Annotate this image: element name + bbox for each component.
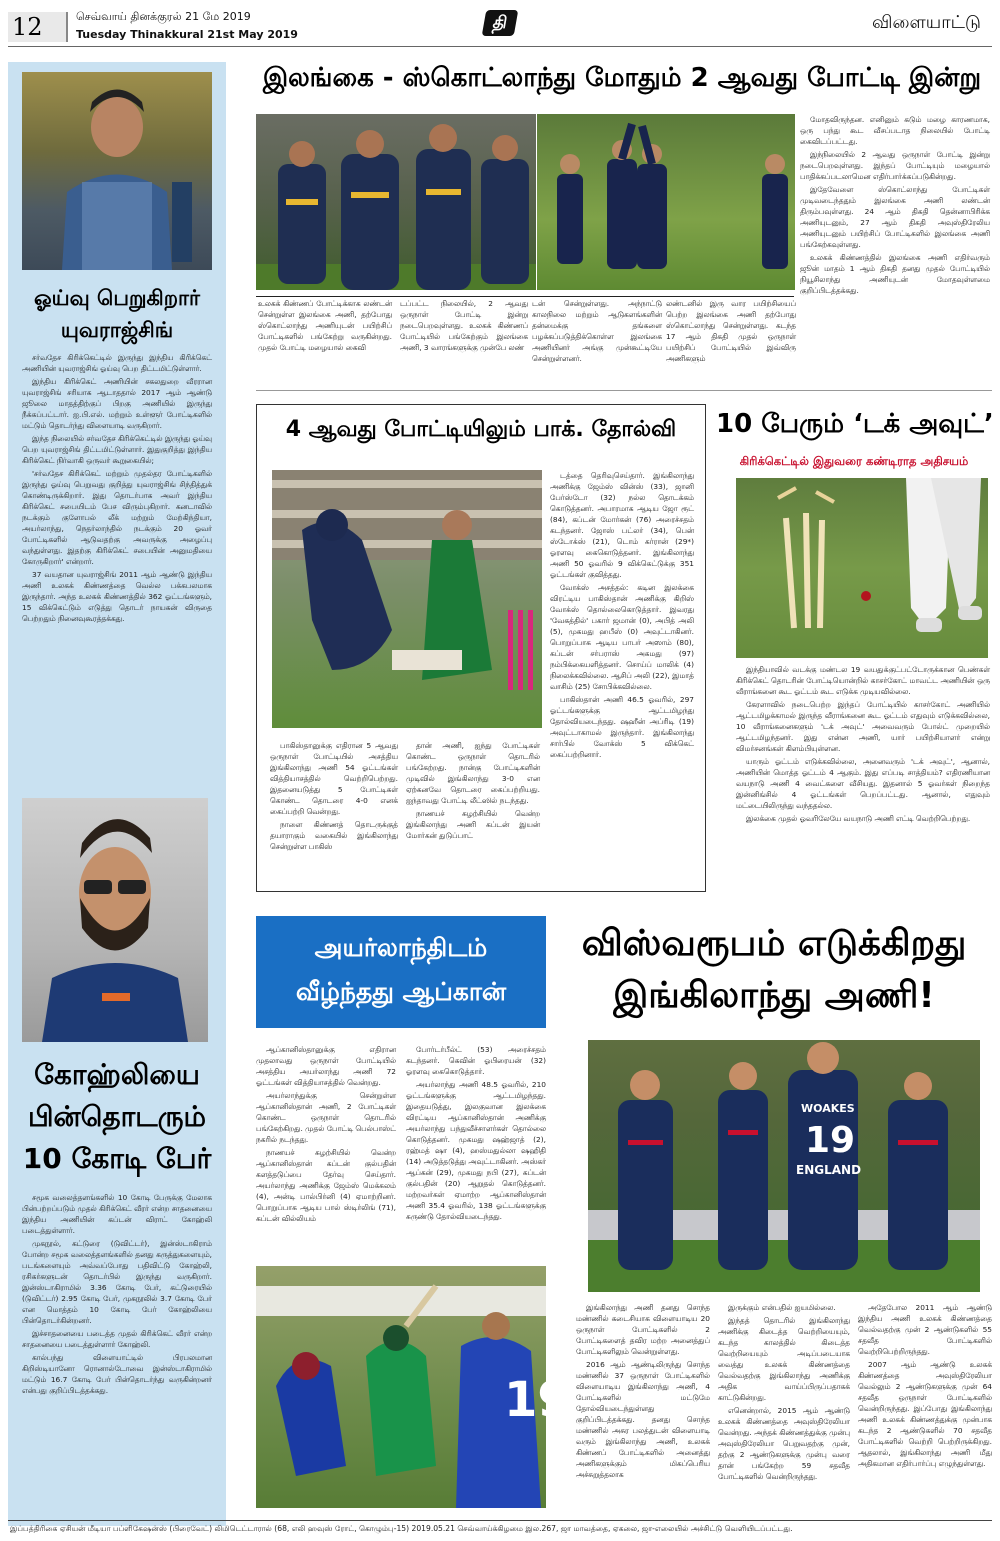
england-photo-celebrating xyxy=(588,1040,980,1292)
paragraph: இந்திய கிரிக்கெட் அணியின் சகலதுறை வீரரான யுவராஜ்சிங் சரியாக ஆடாததால் 2017 ஆம் ஆண்டு ஜூலை மாதத்திற்குப் பிறகு அணியில் இருந்து நீக்கப்பட்டார். ஐ.பி.எல். மற்றும் உள்ளூர் போட்டிகளில் மட்டும் தொடர்ந்து விளையாடி வருகிறார். xyxy=(22,377,212,430)
paragraph: டத்தை தெரிவுசெய்தார். இங்கிலாந்து அணிக்கு ஜேம்ஸ் வின்ஸ் (33), ஜானி பேர்ஸ்டோ (32) நல்ல தொடக்கம் கொடுத்தனர். அபாரமாக ஆடிய ஜோ ரூட் (84), கப்டன் மோர்கன் (76) அரைச்சதம் கடந்தனர். ஜோஸ் பட்லர் (34), பென் ஸ்டோக்ஸ் (21), டொம் கர்ரான் (29*) ஓரளவு கைகொடுத்தனர். இங்கிலாந்து அணி 50 ஓவரில் 9 விக்கெட்டுக்கு 351 ஓட்டங்கள் குவித்தது. xyxy=(550,471,694,579)
paragraph: இந்தத் தொடரில் இங்கிலாந்து அணிக்கு கிடைத்த வெற்றியையும், கடந்த காலத்தில் கிடைத்த வெற்றியையும் அடிப்படையாக வைத்து உலகக் கிண்ணத்தை வெல்வதற்கு இங்கிலாந்து அணிக்கு அதிக வாய்ப்பிருப்பதாகக் காட்டுகின்றது. xyxy=(718,1316,850,1402)
section-label: விளையாட்டு xyxy=(872,12,981,33)
paragraph: யாரும் ஓட்டம் எடுக்கவில்லை, அனைவரும் 'டக் அவுட்', ஆனால், அணியின் மொத்த ஓட்டம் 4 ஆகும். இது எப்படி சாத்தியம்? எதிரணியான வயநாடு அணி 4 வைட்களை வீசியது. இதனால் 5 ஓவர்கள் நிறைந்த இன்னிங்சில் 4 ஓட்டங்கள் பெறப்பட்டது. ஆனால், எதுவும் மட்டையிலிருந்து வந்ததல்ல. xyxy=(736,757,990,810)
paragraph: ஆப்கானிஸ்தானுக்கு எதிரான முதலாவது ஒருநாள் போட்டியில் அசத்திய அயர்லாந்து அணி 72 ஓட்டங்கள் வித்தியாசத்தில் வென்றது. xyxy=(256,1045,396,1087)
paragraph: வோக்ஸ் அசத்தல்: கடின இலக்கை விரட்டிய பாகிஸ்தான் அணிக்கு கிறிஸ் வோக்ஸ் தொல்லைகொடுத்தார். இவரது 'வேகத்தில்' பகார் ஜமான் (0), அபித் அலி (5), முகமது ஹபீஸ் (0) அவுட்டாகினர். பொறுப்பாக ஆடிய பாபர் அஸாம் (80), கப்டன் சர்பராஸ் அகமது (97) நம்பிக்கையளித்தனர். சொய்ப் மாலிக் (4) நிலைக்கவில்லை. ஆசிப் அலி (22), இமாத் வாசிம் (25) சோபிக்கவில்லை. xyxy=(550,583,694,691)
paragraph: இருக்கும் என்பதில் ஐயமில்லை. xyxy=(728,1303,836,1312)
lead-rule xyxy=(256,296,794,297)
pak-column-1 xyxy=(270,740,398,888)
yuvraj-photo xyxy=(22,72,212,270)
afg-photo-batting xyxy=(256,1266,571,1508)
paragraph: இச்சாதனையை படைத்த முதல் கிரிக்கெட் வீரர் என்ற சாதனையை படைத்துள்ளார் கோஹ்லி. xyxy=(22,1329,212,1349)
england-jersey-name: WOAKES xyxy=(801,1102,855,1115)
lead-column-5 xyxy=(800,114,990,386)
afg-column-1 xyxy=(256,1044,396,1254)
lead-column-4: லண்டனில் இரு வார பயிற்சியைப் பெற்ற இலங்கை அணி தற்போது ஸ்கொட்லாந்து சென்றுள்ளது. கடந்த 17 ஆம் திகதி முதல் ஒருநாள் பயிற்சிப் போட்டியில் இவ்விரு அணிகளும் xyxy=(666,299,796,363)
pak-headline: 4 ஆவது போட்டியிலும் பாக். தோல்வி xyxy=(285,417,677,442)
paragraph: இந்நிலையில் 2 ஆவது ஒருநாள் போட்டி இன்று நடைபெறவுள்ளது. இந்தப் போட்டியும் மழையால் பாதிக்கப்படலாமென எதிர்பார்க்கப்படுகின்றது. xyxy=(800,150,990,181)
paragraph: இதேவேளை ஸ்கொட்லாந்து போட்டிகள் முடிவடைந்ததும் இலங்கை அணி லண்டன் திரும்பவுள்ளது. 24 ஆம் திகதி தென்னாபிரிக்க அணியுடனும், 27 ஆம் திகதி அவுஸ்திரேலிய அணியுடனும் பயிற்சிப் போட்டிகளில் இலங்கை அணி பங்கேற்கவுள்ளது. xyxy=(800,185,990,249)
page-number: 12 xyxy=(12,13,43,41)
england-jersey-number: 19 xyxy=(805,1120,856,1161)
paragraph: 2016 ஆம் ஆண்டிலிருந்து சொந்த மண்ணில் 37 ஒருநாள் போட்டிகளில் விளையாடிய இங்கிலாந்து அணி, 4 போட்டிகளில் மட்டுமே தோல்வியடைந்துள்ளது குறிப்பிடத்தக்கது. தனது சொந்த மண்ணில் அசுர பலத்துடன் விளையாடி வரும் இங்கிலாந்து அணி, உலகக் கிண்ணப் போட்டிகளில் அனைத்து அணிகளுக்கும் மிகப்பெரிய அச்சுறுத்தலாக xyxy=(576,1360,710,1479)
england-headline: விஸ்வரூபம் எடுக்கிறது இங்கிலாந்து அணி! xyxy=(581,923,967,1016)
header-rule xyxy=(8,46,992,47)
paragraph: கேரளாவில் நடைபெற்ற இந்தப் போட்டியில் காசர்கோட் அணியில் ஆட்டமிழக்காமல் இருந்த வீராங்கனை கூட ஓட்டம் எதுவும் எடுக்கவில்லை, 10 வீராங்கனைகளும் 'டக் அவுட்' அவைவரும் போல்ட் முறையில் ஆட்டமிழந்தனர். இது என்ன அணி, யார் பயிற்சியாளர் என்று விமர்சனங்கள் கிளம்பியுள்ளன. xyxy=(736,700,990,753)
afg-headline: அயர்லாந்திடம் வீழ்ந்தது ஆப்கான் xyxy=(295,933,507,1006)
paragraph: போர்டர்பீல்ட் (53) அரைச்சதம் கடந்தனர். கெவின் ஓபிரையன் (32) ஓரளவு கைகொடுத்தார். xyxy=(406,1045,546,1076)
paragraph: கால்பந்து விளையாட்டில் பிரபலமான கிறிஸ்டியானோ ரொனால்டோவை இன்ஸ்டாகிராமில் மட்டும் 16.7 கோடி பேர் பின்தொடர்ந்து வருகின்றனர் என்பது குறிப்பிடத்தக்கது. xyxy=(22,1353,212,1395)
paragraph: 37 வயதான யுவராஜ்சிங் 2011 ஆம் ஆண்டு இந்திய அணி உலகக் கிண்ணத்தை வெல்ல பக்கபலமாக இருந்தார். அந்த உலகக் கிண்ணத்தில் 362 ஓட்டங்களும், 15 விக்கெட்டும் எடுத்து தொடர் நாயகன் விருதை பெற்றதும் நினைவுகூரத்தக்கது. xyxy=(22,570,212,623)
paragraph: 2007 ஆம் ஆண்டு உலகக் கிண்ணத்தை அவுஸ்திரேலியா வெல்லும் 2 ஆண்டுகளுக்கு முன் 64 சதவீத ஒருநாள் போட்டிகளில் வென்றிருந்தது. இப்போது இங்கிலாந்து அணி உலகக் கிண்ணத்துக்கு முன்பாக கடந்த 2 ஆண்டுகளில் 70 சதவீத போட்டிகளில் வெற்றி பெற்றிருக்கிறது. ஆதலால், இங்கிலாந்து அணி மீது அதிகமான எதிர்பார்ப்பு எழுந்துள்ளது. xyxy=(858,1360,992,1468)
duck-photo-bowled-stumps xyxy=(736,478,988,658)
paragraph: அயர்லாந்துக்கு சென்றுள்ள ஆப்கானிஸ்தான் அணி, 2 போட்டிகள் கொண்ட ஒருநாள் தொடரில் பங்கேற்கிறது. முதல் போட்டி பெல்பாஸ்ட் நகரில் நடந்தது. xyxy=(256,1091,396,1144)
lead-column-3: டன் சென்றுள்ளது. அந்நாட்டு காலநிலை மற்றும் ஆடுகளங்களின் தன்மைக்கு தங்களை பழக்கப்படுத்திக்கொள்ள இலங்கை அணியினர் அங்கு முன்கூட்டியே சென்றுள்ளனர். xyxy=(532,299,662,363)
page-header xyxy=(0,0,1000,48)
kohli-article xyxy=(22,1192,212,1452)
duck-article xyxy=(736,664,990,892)
england-jersey-text: ENGLAND xyxy=(796,1163,862,1177)
paragraph: அதேபோல 2011 ஆம் ஆண்டு இந்திய அணி உலகக் கிண்ணத்தை வெல்வதற்கு முன் 2 ஆண்டுகளில் 55 சதவீத போட்டிகளில் வெற்றிபெற்றிருந்தது. xyxy=(858,1303,992,1356)
newspaper-logo: தி xyxy=(482,10,519,36)
paragraph: நாணயச் சுழற்சியில் வென்ற இங்கிலாந்து அணி கப்டன் இயன் மோர்கன் துடுப்பாட் xyxy=(406,809,540,840)
lead-headline: இலங்கை - ஸ்கொட்லாந்து மோதும் 2 ஆவது போட்டி இன்று xyxy=(262,63,982,93)
paragraph: நாணயச் சுழற்சியில் வென்ற ஆப்கானிஸ்தான் கப்டன் குல்பதின் களத்தடுப்பை தேர்வு செய்தார். அயர்லாந்து அணிக்கு ஜேம்ஸ் மெக்கலம் (4), அன்டி பால்பிர்னி (4) ஏமாற்றினர். பொறுப்பாக ஆடிய பால் ஸ்டிர்லிங் (71), கப்டன் வில்லியம் xyxy=(256,1148,396,1223)
paragraph: பாகிஸ்தானுக்கு எதிரான 5 ஆவது ஒருநாள் போட்டியில் அசத்திய இங்கிலாந்து அணி 54 ஓட்டங்கள் வித்தியாசத்தில் வெற்றிபெற்றது. இதனையடுத்து 5 போட்டிகள் கொண்ட தொடரை 4-0 எனக் கைப்பற்றி வென்றது. xyxy=(270,741,398,816)
paragraph: சமூக வலைத்தளங்களில் 10 கோடி பேருக்கு மேலாக பின்பற்றப்படும் முதல் கிரிக்கெட் வீரர் என்ற சாதனையை இந்திய அணியின் கப்டன் விராட் கோஹ்லி படைத்துள்ளார். xyxy=(22,1193,212,1235)
pak-column-3 xyxy=(550,470,694,888)
footer-rule xyxy=(8,1520,992,1521)
paragraph: தான் அணி, ஐந்து போட்டிகள் கொண்ட ஒருநாள் தொடரில் பங்கேற்றது. நான்கு போட்டிகளின் முடிவில் இங்கிலாந்து 3-0 என ஏற்கனவே தொடரை கைப்பற்றியது. ஐந்தாவது போட்டி லீட்ஸில் நடந்தது. xyxy=(406,741,540,805)
england-column-3 xyxy=(858,1302,992,1512)
kohli-photo xyxy=(22,798,208,1042)
person-photo-icon xyxy=(22,72,212,270)
kohli-headline: கோஹ்லியை பின்தொடரும் 10 கோடி பேர் xyxy=(22,1058,212,1175)
paragraph: பாகிஸ்தான் அணி 46.5 ஓவரில், 297 ஓட்டங்களுக்கு ஆட்டமிழந்து தோல்வியடைந்தது. ஷஹீன் அப்ரிடி (19) அவுட்டாகாமல் இருந்தார். இங்கிலாந்து சார்பில் வோக்ஸ் 5 விக்கெட் கைப்பற்றினார். xyxy=(550,695,694,759)
header-date-english: Tuesday Thinakkural 21st May 2019 xyxy=(76,28,298,41)
paragraph: அயர்லாந்து அணி 48.5 ஓவரில், 210 ஓட்டங்களுக்கு ஆட்டமிழந்தது. இதையடுத்து, இலகுவான இலக்கை விரட்டிய ஆப்கானிஸ்தான் அணிக்கு அயர்லாந்து பந்துவீச்சாளர்கள் தொல்லை கொடுத்தனர். முகமது ஷஹ்ஜாத் (2), ரஹ்மத் ஷா (4), ஹஸ்மதுல்லா ஷஹிதி (14) அடுத்தடுத்து அவுட்டாகினர். அஸ்கர் ஆப்கன் (29), முகமது நபி (27), கப்டன் குல்பதின் (20) ஆறுதல் கொடுத்தனர். மற்றவர்கள் ஏமாற்ற ஆப்கானிஸ்தான் அணி 35.4 ஓவரில், 138 ஓட்டங்களுக்கு சுருண்டு தோல்வியடைந்தது. xyxy=(406,1080,546,1221)
afg-column-2 xyxy=(406,1044,546,1254)
england-column-1 xyxy=(576,1302,710,1512)
paragraph: இங்கிலாந்து அணி தனது சொந்த மண்ணில் கடைசியாக விளையாடிய 20 ஒருநாள் போட்டிகளில் 2 போட்டிகளைத் தவிர மற்ற அனைத்துப் போட்டிகளிலும் வென்றுள்ளது. xyxy=(576,1303,710,1356)
lead-bottom-rule xyxy=(256,390,992,391)
afg-jersey-number: 19 xyxy=(504,1372,571,1428)
paragraph: இந்தியாவில் வடக்கு மண்டல 19 வயதுக்குட்பட்டோருக்கான பெண்கள் கிரிக்கெட் தொடரின் போட்டியொன்றில் காசர்கோட் மாவட்ட அணியின் ஒரு வீராங்கனை கூட ஓட்டம் கூட எடுக்க முடியவில்லை. xyxy=(736,665,990,696)
lead-photo-scotland-celebrating xyxy=(537,114,795,290)
paragraph: எனென்றால், 2015 ஆம் ஆண்டு உலகக் கிண்ணத்தை அவுஸ்திரேலியா வென்றது. அந்தக் கிண்ணத்துக்கு முன்பு அவுஸ்திரேலியா பெறுவதற்கு முன், தற்கு 2 ஆண்டுகளுக்கு முன்பு வரை தான் பங்கேற்ற 59 சதவீத போட்டிகளில் வென்றிருந்தது. xyxy=(718,1406,850,1481)
paragraph: நாளை கிண்ணத் தொடருக்குத் தயாராகும் வகையில் இங்கிலாந்து சென்றுள்ள பாகிஸ் xyxy=(270,820,398,851)
lead-column-1: உலகக் கிண்ணப் போட்டிக்காக லண்டன் சென்றுள்ள இலங்கை அணி, தற்போது ஸ்கொட்லாந்து அணியுடன் பயிற்சிப் போட்டிகளில் பங்கேற்று வருகின்றது. முதல் போட்டி மழையால் கைவி xyxy=(258,299,392,352)
paragraph: உலகக் கிண்ணத்தில் இலங்கை அணி எதிர்வரும் ஜூன் மாதம் 1 ஆம் திகதி தனது முதல் போட்டியில் நியூசிலாந்து அணியுடன் மோதவுள்ளமை குறிப்பிடத்தக்கது. xyxy=(800,253,990,295)
paragraph: மோதவிருந்தன. எனினும் கடும் மழை காரணமாக, ஒரு பந்து கூட வீசப்படாத நிலையில் போட்டி கைவிடப்பட்டது. xyxy=(800,115,990,146)
paragraph: 'சர்வதேச கிரிக்கெட் மற்றும் முதல்தர போட்டிகளில் இருந்து ஓய்வு பெறுவது குறித்து யுவராஜ்சிங் சிந்தித்துக் கொண்டிருக்கிறார். இது தொடர்பாக அவர் இந்திய கிரிக்கெட் சபையிடம் பேச விரும்புகிறார். கனடாவில் நடக்கும் குளோபல் லீக் மற்றும் மேற்கிந்தியா, அயர்லாந்து, நெதர்லாந்தில் நடக்கும் 20 ஓவர் போட்டிகளில் ஆடுவதற்கு அவருக்கு அழைப்பு வந்துள்ளது. இதற்கு கிரிக்கெட் சபையின் அனுமதியை கோருகிறார்' என்றார். xyxy=(22,469,212,566)
header-date-tamil: செவ்வாய் தினக்குரல் 21 மே 2019 xyxy=(76,10,251,23)
paragraph: இந்த நிலையில் சர்வதேச கிரிக்கெட்டில் இருந்து ஓய்வு பெற யுவராஜ்சிங் திட்டமிட்டுள்ளார். இதுகுறித்து இந்திய கிரிக்கெட் நிர்வாகி ஒருவர் கூறுகையில்; xyxy=(22,434,212,465)
yuvraj-headline: ஓய்வு பெறுகிறார் யுவராஜ்சிங் xyxy=(33,286,200,342)
paragraph: இலக்கை முதல் ஓவரிலேயே வயநாடு அணி எட்டி வெற்றிபெற்றது. xyxy=(746,814,971,823)
paragraph: முகநூல், கட்டுரை (டுவிட்டர்), இன்ஸ்டாகிராம் போன்ற சமூக வலைத்தளங்களில் தனது கருத்துகளையும், படங்களையும் அவ்வப்போது பதிவிட்டு கோஹ்லி, ரசிகர்களுடன் தொடர்பில் இருந்து வருகிறார். இன்ஸ்டாகிராமில் 3.36 கோடி பேர், கட்டுரையில் (டுவிட்டர்) 2.95 கோடி பேர், முகநூலில் 3.7 கோடி பேர் என மொத்தம் 10 கோடி பேர் கோஹ்லியை பின்தொடர்கின்றனர். xyxy=(22,1239,212,1325)
duck-subhead: கிரிக்கெட்டில் இதுவரை கண்டிராத அதிசயம் xyxy=(739,454,969,468)
person-photo-icon xyxy=(22,798,208,1042)
lead-column-2: டப்பட்ட நிலையில், 2 ஆவது ஒருநாள் போட்டி இன்று நடைபெறவுள்ளது. உலகக் கிண்ணப் போட்டியில் பங்கேற்கும் இலங்கை அணி, 3 வாரங்களுக்கு முன்பே லண் xyxy=(400,299,528,352)
duck-headline: 10 பேரும் ‘டக் அவுட்’ xyxy=(716,409,994,439)
pak-photo-wicketkeeper xyxy=(272,470,542,728)
paragraph: சர்வதேச கிரிக்கெட்டில் இருந்து இந்திய கிரிக்கெட் அணியின் யுவராஜ்சிங் ஓய்வு பெற திட்டமிட்டுள்ளார். xyxy=(22,353,212,373)
yuvraj-article xyxy=(22,352,212,782)
footer-imprint: இப்பத்திரிகை ஏசியன் மீடியா பப்ளிகேஷன்ஸ் (பிரைவேட்) லிமிடெட்டாரால் (68, எலி ஹவுஸ் ரோட், கொழும்பு-15) 2019.05.21 செவ்வாய்க்கிழமை இல.267, ஜா மாவத்தை, ஏகலை, ஜா-எலையில் அச்சிட்டு வெளியிடப்பட்டது. xyxy=(10,1524,793,1533)
lead-photo-players-walking xyxy=(256,114,536,290)
england-column-2 xyxy=(718,1302,850,1512)
pak-column-2 xyxy=(406,740,540,888)
